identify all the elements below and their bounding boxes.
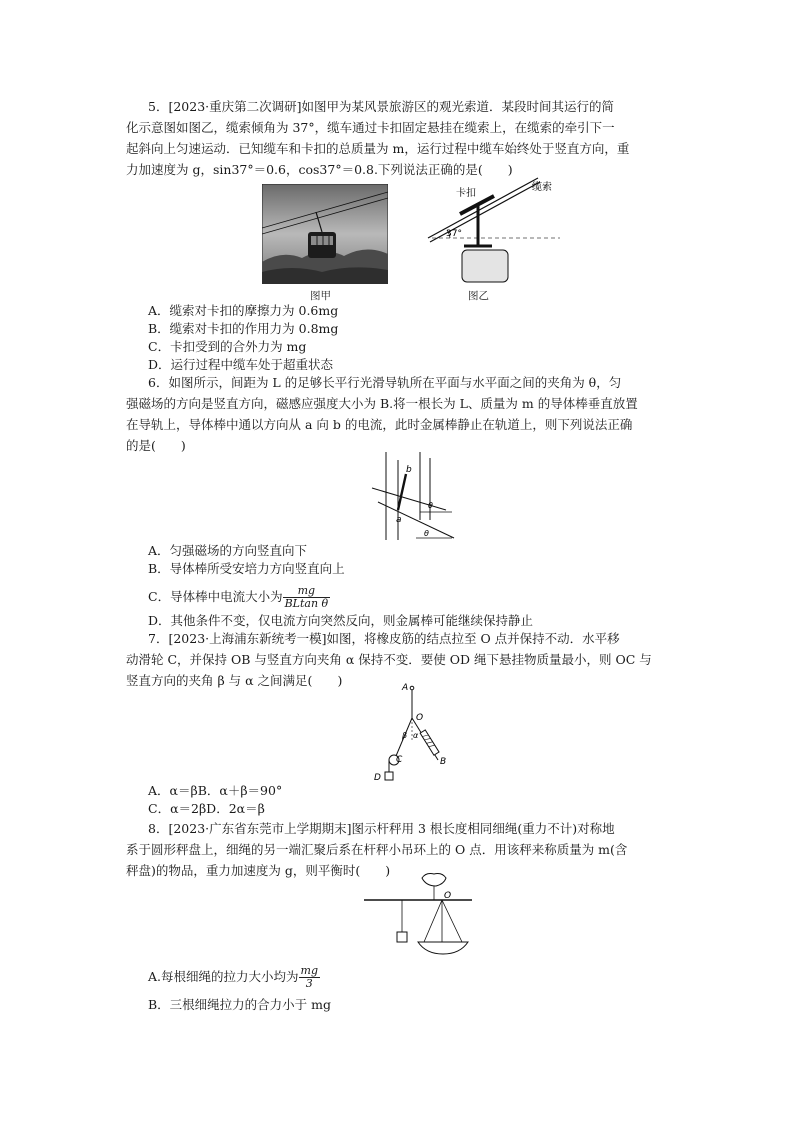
conductor-rod [398,474,406,510]
q5-stem-line3: 起斜向上匀速运动．已知缆车和卡扣的总质量为 m，运行过程中缆车始终处于竖直方向，重 [126,141,630,156]
q8-option-a-fraction: $\frac{mg}{3}$ [300,964,318,990]
q6-diagram-rails [368,450,456,542]
counterweight [397,932,407,942]
q5-fig-b-caption: 图乙 [468,290,489,302]
pan-string [442,900,462,942]
q6-option-a[interactable]: A．匀强磁场的方向竖直向下 [148,543,308,558]
q6-stem-line4: 的是( ) [126,438,186,453]
label-C: C [396,755,403,765]
q6-option-c-fraction: $\frac{mg}{\text{BLtan θ}}$ [284,584,329,610]
q5-stem-line4: 力加速度为 g，sin37°＝0.6，cos37°＝0.8.下列说法正确的是( ) [126,162,513,177]
label-D: D [374,773,381,783]
q5-photo-cable-car [262,184,388,284]
q8-stem-line2: 系于圆形秤盘上，细绳的另一端汇聚后系在杆秤小吊环上的 O 点．用该秤来称质量为 m(含 [126,842,628,857]
q7-option-c-d[interactable]: C．α＝2βD．2α＝β [148,801,265,816]
q8-stem-line3: 秤盘)的物品，重力加速度为 g，则平衡时( ) [126,863,391,878]
q5-option-a[interactable]: A．缆索对卡扣的摩擦力为 0.6mg [148,303,339,318]
hanging-weight-D [385,772,393,780]
label-A: A [402,683,409,693]
anchor-pin [410,686,414,690]
label-beta: β [402,731,408,740]
pan-string [424,900,442,942]
q6-option-c-text: C．导体棒中电流大小为 [148,589,283,604]
cable-line [428,178,538,238]
scale-pan [418,942,468,954]
q8-stem-line1: 8．[2023·广东省东莞市上学期期末]图示杆秤用 3 根长度相同细绳(重力不计)对称地 [148,821,615,836]
incline-line [378,502,454,538]
label-b: b [406,465,412,475]
q5-option-b[interactable]: B．缆索对卡扣的作用力为 0.8mg [148,321,339,336]
q6-stem-line2: 强磁场的方向是竖直方向，磁感应强度大小为 B.将一根长为 L、质量为 m 的导体棒垂直放置 [126,396,638,411]
label-angle: 37° [446,229,462,239]
q6-option-c[interactable] [148,582,330,612]
label-theta-lower: θ [424,529,429,538]
q5-option-d[interactable]: D．运行过程中缆车处于超重状态 [148,357,334,372]
q5-fig-a-caption: 图甲 [310,290,331,302]
spring-scale [420,730,439,755]
q8-option-b[interactable]: B．三根细绳拉力的合力小于 mg [148,997,332,1012]
q8-option-a[interactable] [148,962,320,992]
label-B: B [440,757,447,767]
q5-stem-line1: 5．[2023·重庆第二次调研]如图甲为某风景旅游区的观光索道．某段时间其运行的简 [148,99,614,114]
q8-option-a-text: A.每根细绳的拉力大小均为 [148,969,299,984]
label-clip: 卡扣 [456,188,476,199]
q7-stem-line2: 动滑轮 C，并保持 OB 与竖直方向夹角 α 保持不变．要使 OD 绳下悬挂物质量最小，则 OC 与 [126,652,652,667]
cabin-box [462,250,508,282]
incline-line [372,488,446,510]
q5-option-c[interactable]: C．卡扣受到的合外力为 mg [148,339,307,354]
q5-stem-line2: 化示意图如图乙，缆索倾角为 37°，缆车通过卡扣固定悬挂在缆索上，在缆索的牵引下一 [126,120,615,135]
q6-stem-line1: 6．如图所示，间距为 L 的足够长平行光滑导轨所在平面与水平面之间的夹角为 θ，匀 [148,375,622,390]
label-theta-upper: θ [428,501,433,510]
hand-icon [422,874,446,887]
q6-option-b[interactable]: B．导体棒所受安培力方向竖直向上 [148,561,345,576]
q5-diagram-cable-schematic [420,172,570,290]
q8-diagram-steelyard [360,870,480,960]
label-a: a [396,515,402,525]
label-alpha: α [413,731,419,740]
label-O: O [416,713,424,723]
label-O: O [444,891,452,901]
q6-option-d[interactable]: D．其他条件不变，仅电流方向突然反向，则金属棒可能继续保持静止 [148,613,534,628]
label-cable: 缆索 [532,182,552,193]
q7-option-a-b[interactable]: A．α＝βB．α＋β＝90° [148,783,283,798]
q6-stem-line3: 在导轨上，导体棒中通以方向从 a 向 b 的电流，此时金属棒静止在轨道上，则下列说法正确 [126,417,633,432]
q7-stem-line3: 竖直方向的夹角 β 与 α 之间满足( ) [126,673,343,688]
q7-diagram-pulley [366,680,456,784]
q7-stem-line1: 7．[2023·上海浦东新统考一模]如图，将橡皮筋的结点拉至 O 点并保持不动．水平移 [148,631,620,646]
